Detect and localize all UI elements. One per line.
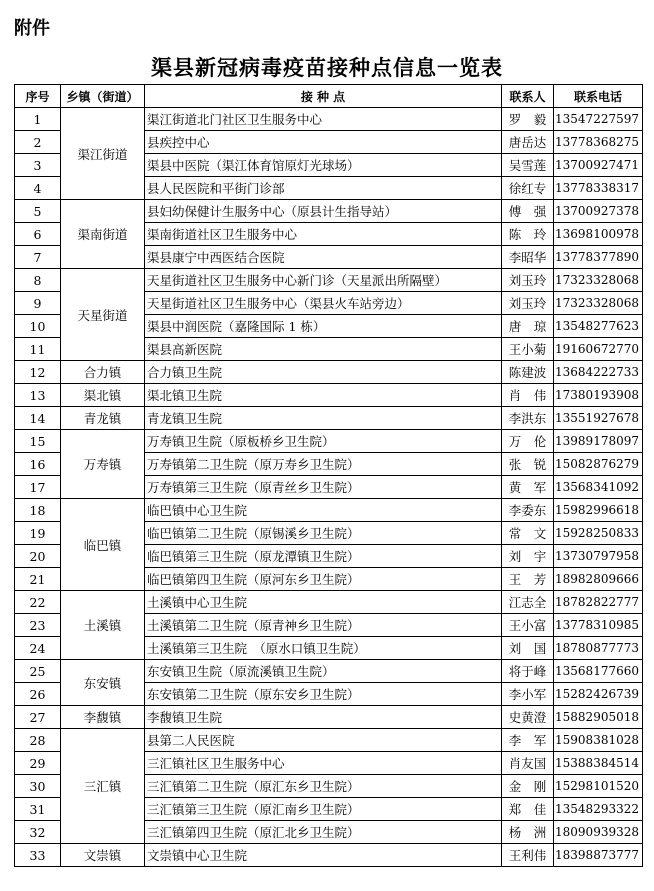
- row-contact: 杨 洲: [502, 821, 554, 844]
- row-site: 三汇镇社区卫生服务中心: [145, 752, 502, 775]
- row-phone: 13700927378: [554, 200, 643, 223]
- row-no: 1: [15, 108, 61, 131]
- table-row: [15, 706, 643, 729]
- row-no: 11: [15, 338, 61, 361]
- row-contact: 史黄澄: [502, 706, 554, 729]
- table-row: [15, 361, 643, 384]
- table-row: [15, 591, 643, 614]
- row-no: 22: [15, 591, 61, 614]
- row-phone: 18982809666: [554, 568, 643, 591]
- row-town: 万寿镇: [61, 430, 145, 499]
- row-no: 6: [15, 223, 61, 246]
- row-phone: 13989178097: [554, 430, 643, 453]
- row-phone: 13778338317: [554, 177, 643, 200]
- row-site: 县妇幼保健计生服务中心（原县计生指导站）: [145, 200, 502, 223]
- table-row: [15, 269, 643, 292]
- row-no: 16: [15, 453, 61, 476]
- row-no: 15: [15, 430, 61, 453]
- row-no: 3: [15, 154, 61, 177]
- row-no: 26: [15, 683, 61, 706]
- row-site: 县疾控中心: [145, 131, 502, 154]
- row-contact: 李洪东: [502, 407, 554, 430]
- row-site: 文崇镇中心卫生院: [145, 844, 502, 867]
- table-header-row: [15, 85, 643, 108]
- row-town: 土溪镇: [61, 591, 145, 660]
- table-row: [15, 407, 643, 430]
- row-town: 李馥镇: [61, 706, 145, 729]
- row-no: 2: [15, 131, 61, 154]
- row-contact: 张 锐: [502, 453, 554, 476]
- row-site: 万寿镇第三卫生院（原青丝乡卫生院）: [145, 476, 502, 499]
- header-contact: 联系人: [502, 85, 554, 108]
- row-no: 9: [15, 292, 61, 315]
- row-site: 合力镇卫生院: [145, 361, 502, 384]
- row-town: 渠南街道: [61, 200, 145, 269]
- row-site: 渠县康宁中西医结合医院: [145, 246, 502, 269]
- row-phone: 15928250833: [554, 522, 643, 545]
- row-site: 万寿镇卫生院（原板桥乡卫生院）: [145, 430, 502, 453]
- row-phone: 13548277623: [554, 315, 643, 338]
- row-no: 28: [15, 729, 61, 752]
- row-site: 天星街道社区卫生服务中心（渠县火车站旁边）: [145, 292, 502, 315]
- row-site: 渠县中润医院（嘉隆国际 1 栋）: [145, 315, 502, 338]
- row-contact: 唐岳达: [502, 131, 554, 154]
- attachment-label: 附件: [14, 18, 50, 39]
- row-contact: 常 文: [502, 522, 554, 545]
- row-site: 临巴镇第三卫生院（原龙潭镇卫生院）: [145, 545, 502, 568]
- row-town: 青龙镇: [61, 407, 145, 430]
- row-site: 三汇镇第三卫生院（原汇南乡卫生院）: [145, 798, 502, 821]
- row-no: 33: [15, 844, 61, 867]
- table-row: [15, 844, 643, 867]
- row-contact: 刘玉玲: [502, 269, 554, 292]
- row-contact: 肖友国: [502, 752, 554, 775]
- row-no: 24: [15, 637, 61, 660]
- row-town: 三汇镇: [61, 729, 145, 844]
- table-row: [15, 499, 643, 522]
- row-town: 文崇镇: [61, 844, 145, 867]
- row-no: 14: [15, 407, 61, 430]
- row-site: 渠南街道社区卫生服务中心: [145, 223, 502, 246]
- row-phone: 15388384514: [554, 752, 643, 775]
- row-contact: 黄 军: [502, 476, 554, 499]
- row-phone: 15298101520: [554, 775, 643, 798]
- row-contact: 徐红专: [502, 177, 554, 200]
- row-site: 三汇镇第四卫生院（原汇北乡卫生院）: [145, 821, 502, 844]
- row-phone: 13778310985: [554, 614, 643, 637]
- row-phone: 19160672770: [554, 338, 643, 361]
- row-site: 东安镇第二卫生院（原东安乡卫生院）: [145, 683, 502, 706]
- row-no: 32: [15, 821, 61, 844]
- row-town: 渠北镇: [61, 384, 145, 407]
- row-site: 渠县中医院（渠江体育馆原灯光球场）: [145, 154, 502, 177]
- row-phone: 17323328068: [554, 292, 643, 315]
- row-site: 三汇镇第二卫生院（原汇东乡卫生院）: [145, 775, 502, 798]
- row-contact: 王 芳: [502, 568, 554, 591]
- row-no: 17: [15, 476, 61, 499]
- row-contact: 将于峰: [502, 660, 554, 683]
- row-contact: 刘玉玲: [502, 292, 554, 315]
- row-no: 4: [15, 177, 61, 200]
- row-phone: 13568341092: [554, 476, 643, 499]
- row-no: 30: [15, 775, 61, 798]
- row-phone: 13548293322: [554, 798, 643, 821]
- row-site: 土溪镇第三卫生院 （原水口镇卫生院）: [145, 637, 502, 660]
- row-contact: 李小军: [502, 683, 554, 706]
- row-site: 天星街道社区卫生服务中心新门诊（天星派出所隔壁）: [145, 269, 502, 292]
- row-phone: 17380193908: [554, 384, 643, 407]
- row-contact: 刘 国: [502, 637, 554, 660]
- row-contact: 王小菊: [502, 338, 554, 361]
- row-contact: 刘 宇: [502, 545, 554, 568]
- row-phone: 15082876279: [554, 453, 643, 476]
- row-no: 8: [15, 269, 61, 292]
- row-phone: 15982996618: [554, 499, 643, 522]
- row-phone: 13698100978: [554, 223, 643, 246]
- row-phone: 13551927678: [554, 407, 643, 430]
- table-row: [15, 660, 643, 683]
- table-row: [15, 200, 643, 223]
- row-phone: 15882905018: [554, 706, 643, 729]
- row-phone: 18090939328: [554, 821, 643, 844]
- row-phone: 13547227597: [554, 108, 643, 131]
- row-site: 渠江街道北门社区卫生服务中心: [145, 108, 502, 131]
- row-town: 合力镇: [61, 361, 145, 384]
- row-site: 渠县高新医院: [145, 338, 502, 361]
- row-no: 12: [15, 361, 61, 384]
- row-phone: 15282426739: [554, 683, 643, 706]
- row-phone: 13730797958: [554, 545, 643, 568]
- row-contact: 李委东: [502, 499, 554, 522]
- row-phone: 18782822777: [554, 591, 643, 614]
- table-row: [15, 729, 643, 752]
- row-no: 25: [15, 660, 61, 683]
- row-no: 18: [15, 499, 61, 522]
- row-phone: 13568177660: [554, 660, 643, 683]
- row-site: 土溪镇第二卫生院（原青神乡卫生院）: [145, 614, 502, 637]
- row-site: 土溪镇中心卫生院: [145, 591, 502, 614]
- header-no: 序号: [15, 85, 61, 108]
- row-contact: 李 军: [502, 729, 554, 752]
- row-contact: 陈 玲: [502, 223, 554, 246]
- row-contact: 唐 琼: [502, 315, 554, 338]
- row-phone: 13778368275: [554, 131, 643, 154]
- row-no: 5: [15, 200, 61, 223]
- row-contact: 傅 强: [502, 200, 554, 223]
- row-town: 东安镇: [61, 660, 145, 706]
- row-contact: 王利伟: [502, 844, 554, 867]
- row-no: 23: [15, 614, 61, 637]
- row-phone: 18398873777: [554, 844, 643, 867]
- row-site: 渠北镇卫生院: [145, 384, 502, 407]
- row-site: 临巴镇第四卫生院（原河东乡卫生院）: [145, 568, 502, 591]
- row-no: 7: [15, 246, 61, 269]
- row-no: 19: [15, 522, 61, 545]
- vaccination-sites-table: [14, 84, 643, 867]
- row-contact: 肖 伟: [502, 384, 554, 407]
- row-site: 县人民医院和平街门诊部: [145, 177, 502, 200]
- row-contact: 陈建波: [502, 361, 554, 384]
- table-row: [15, 430, 643, 453]
- row-phone: 13684222733: [554, 361, 643, 384]
- row-site: 东安镇卫生院（原流溪镇卫生院）: [145, 660, 502, 683]
- row-contact: 江志全: [502, 591, 554, 614]
- row-contact: 李昭华: [502, 246, 554, 269]
- row-phone: 17323328068: [554, 269, 643, 292]
- row-site: 青龙镇卫生院: [145, 407, 502, 430]
- row-site: 临巴镇第二卫生院（原锡溪乡卫生院）: [145, 522, 502, 545]
- row-town: 天星街道: [61, 269, 145, 361]
- row-site: 万寿镇第二卫生院（原万寿乡卫生院）: [145, 453, 502, 476]
- row-site: 李馥镇卫生院: [145, 706, 502, 729]
- row-site: 县第二人民医院: [145, 729, 502, 752]
- page-title: 渠县新冠病毒疫苗接种点信息一览表: [151, 55, 503, 80]
- row-no: 29: [15, 752, 61, 775]
- table-row: [15, 108, 643, 131]
- row-site: 临巴镇中心卫生院: [145, 499, 502, 522]
- row-contact: 罗 毅: [502, 108, 554, 131]
- header-phone: 联系电话: [554, 85, 643, 108]
- row-contact: 万 伦: [502, 430, 554, 453]
- table-row: [15, 384, 643, 407]
- row-phone: 15908381028: [554, 729, 643, 752]
- row-no: 13: [15, 384, 61, 407]
- header-site: 接 种 点: [145, 85, 502, 108]
- row-town: 渠江街道: [61, 108, 145, 200]
- row-no: 20: [15, 545, 61, 568]
- row-no: 21: [15, 568, 61, 591]
- header-town: 乡镇（街道）: [61, 85, 145, 108]
- row-contact: 王小富: [502, 614, 554, 637]
- row-town: 临巴镇: [61, 499, 145, 591]
- row-contact: 郑 佳: [502, 798, 554, 821]
- row-no: 31: [15, 798, 61, 821]
- row-contact: 金 刚: [502, 775, 554, 798]
- row-phone: 13700927471: [554, 154, 643, 177]
- row-phone: 18780877773: [554, 637, 643, 660]
- row-no: 27: [15, 706, 61, 729]
- row-phone: 13778377890: [554, 246, 643, 269]
- row-contact: 吴雪莲: [502, 154, 554, 177]
- row-no: 10: [15, 315, 61, 338]
